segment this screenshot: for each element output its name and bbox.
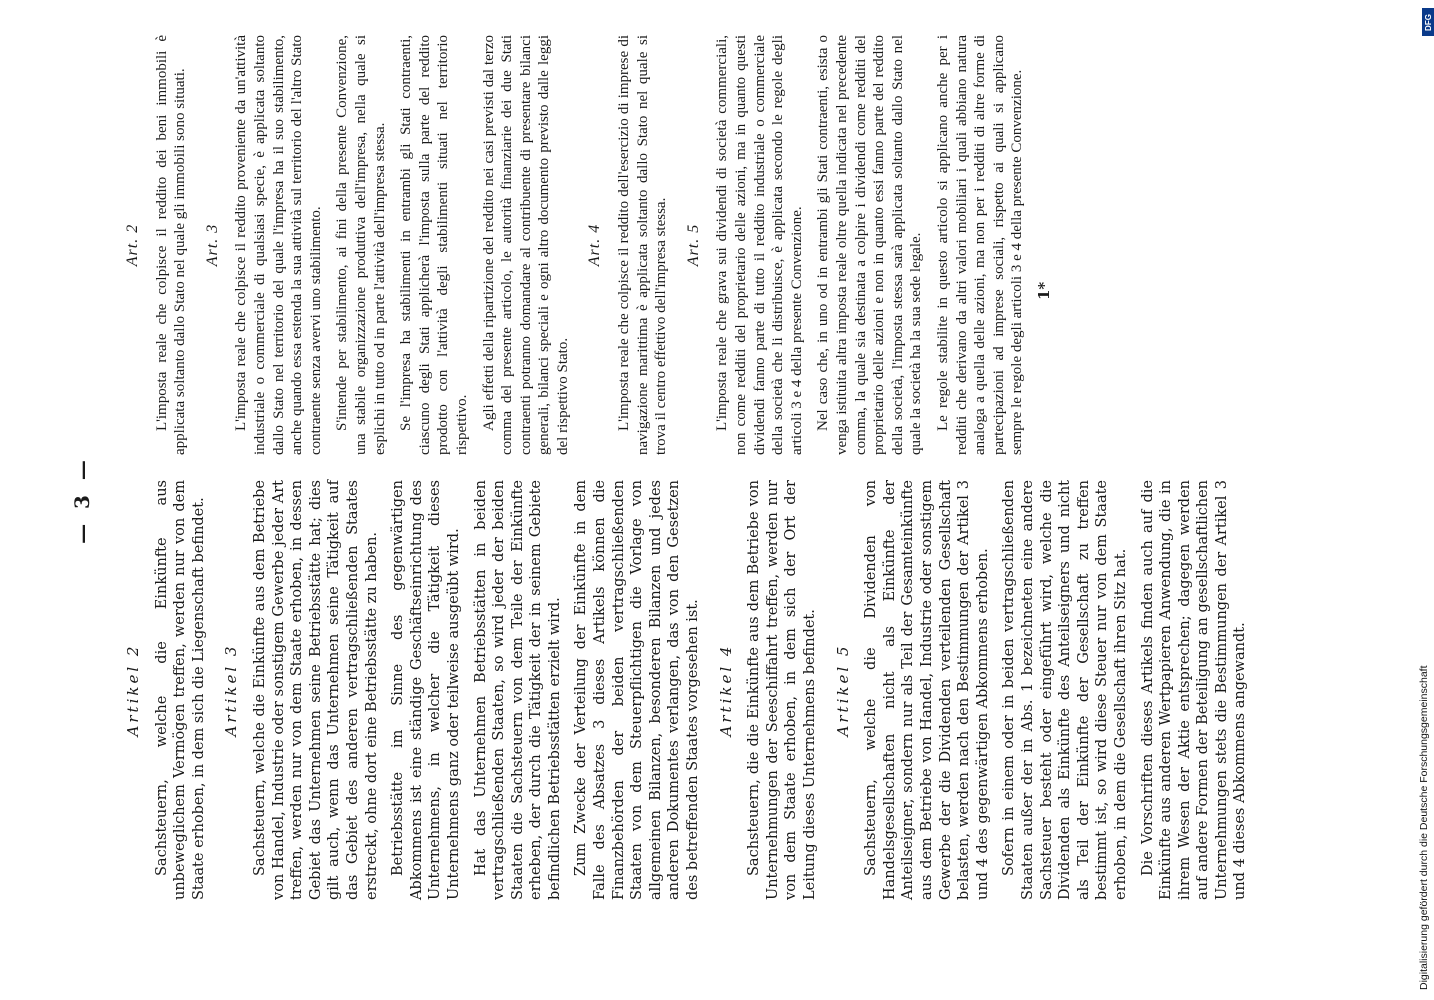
german-paragraph: Sachsteuern, welche die Einkünfte aus unbeweglichem Vermögen treffen, werden nur von dem Staate erhoben, in dem sich die Liegenschaft befindet. [153,480,207,900]
italian-column [110,35,1035,455]
german-article-heading: Artikel 4 [716,643,735,737]
german-article-heading: Artikel 3 [222,643,241,737]
italian-article-heading: Art. 4 [586,223,604,267]
italian-paragraph: L'imposta reale che grava sui dividendi di società commerciali, non come redditi del proprietario delle azioni, ma in quanto questi dividendi fanno parte di tutto il reddito industriale o commerciale della società che li distribuisce, è applicata secondo le regole degli articoli 3 e 4 della presente Convenzione. [714,35,805,455]
italian-paragraph: Agli effetti della ripartizione del reddito nei casi previsti dal terzo comma del presente articolo, le autorità finanziarie dei due Stati contraenti potranno domandare al contribuente di presentare bilanci generali, bilanci speciali e ogni altro documento previsto dalle leggi del rispettivo Stato. [480,35,571,455]
italian-article-heading: Art. 5 [684,223,702,267]
italian-paragraph: L'imposta reale che colpisce il reddito proveniente da un'attività industriale o commerciale di qualsiasi specie, è applicata soltanto dallo Stato nel territorio del quale l'impresa ha il suo stabilimento, anche quando essa estenda la sua attività sul territorio del l'altro Stato contraente senza avervi uno stabilimento. [233,35,324,455]
german-column [110,480,1258,900]
german-paragraph: Zum Zwecke der Verteilung der Einkünfte in dem Falle des Absatzes 3 dieses Artikels können die Finanzbehörden der beiden vertragschließenden Staaten von dem Steuerpflichtigen die Vorlage von allgemeinen Bilanzen, besonderen Bilanzen und jedes anderen Dokumentes verlangen, das von den Gesetzen des betreffenden Staates vorgesehen ist. [573,480,702,900]
german-article-heading: Artikel 2 [124,643,142,737]
german-paragraph: Sachsteuern, die die Einkünfte aus dem Betriebe von Unternehmungen der Seeschiffahrt treffen, werden nur von dem Staate erhoben, in dem sich der Ort der Leitung dieses Unternehmens befindet. [746,480,818,900]
german-paragraph: Sofern in einem oder in beiden vertragschließenden Staaten außer der in Abs. 1 bezeichneten eine andere Sachsteuer besteht oder eingeführt wird, welche die Dividenden als Einkünfte des Anteilseigners und nicht als Teil der Einkünfte der Gesellschaft zu treffen bestimmt ist, so wird diese Steuer nur von dem Staate erhoben, in dem die Gesellschaft ihren Sitz hat. [1001,480,1129,900]
german-paragraph: Sachsteuern, welche die Dividenden von Handelsgesellschaften nicht als Einkünfte der Anteilseigner, sondern nur als Teil der Gesamteinkünfte aus dem Betriebe von Handel, Industrie oder sonstigem Gewerbe der die Dividenden verteilenden Gesellschaft belasten, werden nach den Bestimmungen der Artikel 3 und 4 des gegenwärtigen Abkommens erhoben. [863,480,991,900]
german-paragraph: Die Vorschriften dieses Artikels finden auch auf die Einkünfte aus anderen Wertpapieren Anwendung, die in ihrem Wesen der Aktie entsprechen; dagegen werden auf andere Formen der Beteiligung an gesellschaftlichen Unternehmungen stets die Bestimmungen der Artikel 3 und 4 dieses Abkommens angewandt. [1139,480,1249,900]
digitization-note: Digitalisierung gefördert durch die Deutsche Forschungsgemeinschaft [1418,665,1430,990]
german-paragraph: Sachsteuern, welche die Einkünfte aus dem Betriebe von Handel, Industrie oder sonstigem Gewerbe jeder Art treffen, werden nur von dem Staate erhoben, in dessen Gebiet das Unternehmen seine Betriebsstätte hat; dies gilt auch, wenn das Unternehmen seine Tätigkeit auf das Gebiet des anderen vertragschließenden Staates erstreckt, ohne dort eine Betriebsstätte zu haben. [251,480,380,900]
german-paragraph: Betriebsstätte im Sinne des gegenwärtigen Abkommens ist eine ständige Geschäftseinrichtung des Unternehmens, in welcher die Tätigkeit dieses Unternehmens ganz oder teilweise ausgeübt wird. [390,480,462,900]
italian-paragraph: Nel caso che, in uno od in entrambi gli Stati contraenti, esista o venga istituita altra imposta reale oltre quella indicata nel precedente comma, la quale sia destinata a colpire i dividendi come redditi del proprietario delle azioni e non in quanto essi fanno parte del reddito della società, l'imposta stessa sarà applicata soltanto dallo Stato nel quale la società ha la sua sede legale. [815,35,925,455]
italian-article-heading: Art. 3 [203,223,221,267]
italian-paragraph: S'intende per stabilimento, ai fini della presente Convenzione, una stabile organizzazione produttiva dell'impresa, nella quale si esplichi in tutto od in parte l'attività dell'impresa stessa. [334,35,388,455]
dfg-logo-text: DFG [1423,13,1433,31]
german-paragraph: Hat das Unternehmen Betriebsstätten in beiden vertragschließenden Staaten, so wird jeder der beiden Staaten die Sachsteuern von dem Teile der Einkünfte erheben, der durch die Tätigkeit der in seinem Gebiete befindlichen Betriebsstätten erzielt wird. [472,480,563,900]
italian-paragraph: L'imposta reale che colpisce il reddito dei beni immobili è applicata soltanto dallo Stato nel quale gli immobili sono situati. [153,35,189,455]
italian-paragraph: Se l'impresa ha stabilimenti in entrambi gli Stati contraenti, ciascuno degli Stati applicherà l'imposta sulla parte del reddito prodotto con l'attività degli stabilimenti situati nel territorio rispettivo. [398,35,470,455]
italian-article-heading: Art. 2 [124,223,141,267]
sheet-mark: 1* [1035,281,1053,300]
dfg-logo [1422,8,1434,36]
italian-paragraph: Le regole stabilite in questo articolo si applicano anche per i redditi che derivano da altri valori mobiliari i quali abbiano natura analoga a quella delle azioni, ma non per i redditi di altre forme di partecipazioni ad imprese sociali, rispetto ai quali si applicano sempre le regole degli articoli 3 e 4 della presente Convenzione. [934,35,1026,455]
italian-paragraph: L'imposta reale che colpisce il reddito dell'esercizio di imprese di navigazione marittima è applicata soltanto dallo Stato nel quale si trova il centro effettivo dell'impresa stessa. [616,35,670,455]
page-number: — 3 — [70,456,94,544]
german-article-heading: Artikel 5 [833,643,852,737]
